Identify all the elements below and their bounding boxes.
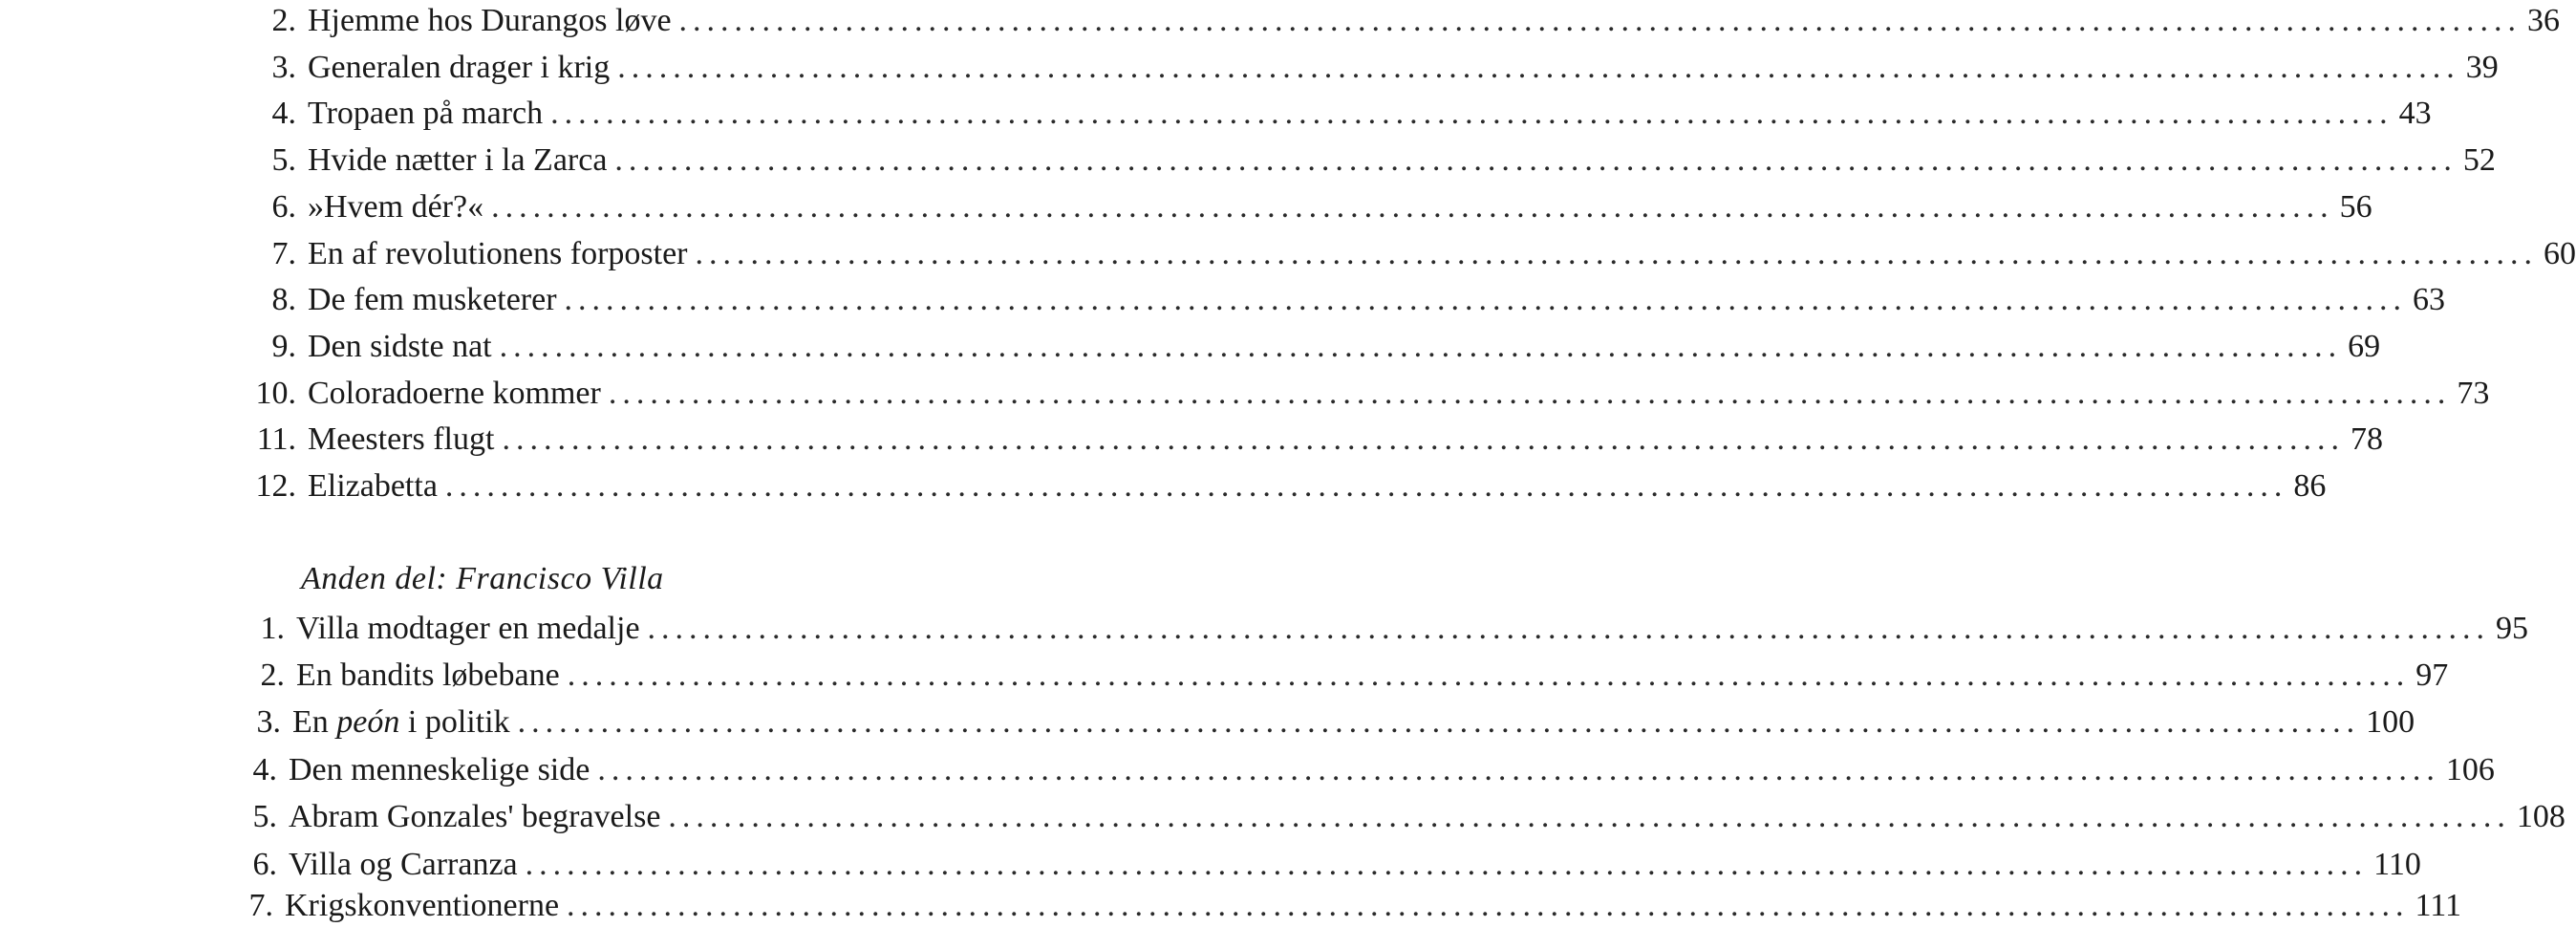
toc-entry-number: 2. — [271, 3, 296, 38]
toc-entry-title: Abram Gonzales' begravelse — [289, 799, 661, 834]
toc-entry-title: Hvide nætter i la Zarca — [308, 142, 608, 178]
toc-entry-number: 10. — [255, 376, 296, 411]
toc-entry-title — [292, 701, 510, 744]
toc-entry-page: 86 — [2293, 468, 2327, 504]
toc-entry-number: 3. — [271, 50, 296, 85]
toc-entry-page: 56 — [2339, 189, 2372, 225]
toc-leader-dots: ..................................................................................................................................... — [597, 752, 2440, 787]
toc-entry-title: Hjemme hos Durangos løve — [308, 3, 672, 38]
toc-entry — [239, 655, 2449, 697]
toc-entry-title: Den sidste nat — [308, 329, 492, 364]
toc-entry-number: 11. — [256, 421, 296, 457]
toc-entry-number: 7. — [271, 236, 296, 271]
toc-entry-page: 52 — [2462, 142, 2496, 178]
toc-leader-dots: ..................................................................................................................................... — [567, 658, 2411, 693]
toc-entry — [250, 47, 2499, 89]
toc-leader-dots: ..................................................................................................................................... — [550, 96, 2394, 131]
toc-entry — [231, 844, 2421, 886]
toc-entry — [250, 233, 2576, 275]
toc-entry-number: 8. — [271, 282, 296, 317]
toc-entry — [250, 326, 2381, 368]
toc-entry — [239, 373, 2490, 415]
toc-leader-dots: ..................................................................................................................................... — [564, 282, 2408, 317]
toc-entry-page: 43 — [2398, 96, 2432, 131]
toc-leader-dots: ..................................................................................................................................... — [678, 3, 2522, 38]
toc-entry-title: De fem musketerer — [308, 282, 557, 317]
toc-entry-page: 78 — [2350, 421, 2383, 457]
toc-entry-page: 73 — [2457, 376, 2490, 411]
toc-entry-number: 3. — [256, 704, 281, 740]
toc-leader-dots: ..................................................................................................................................... — [499, 329, 2343, 364]
toc-entry-title: En af revolutionens forposter — [308, 236, 688, 271]
toc-entry-number: 5. — [252, 799, 277, 834]
toc-entry-title: Krigskonventionerne — [285, 888, 560, 923]
toc-entry-page: 111 — [2415, 888, 2462, 923]
toc-entry-title: En bandits løbebane — [296, 658, 560, 693]
toc-entry — [239, 465, 2327, 507]
toc-entry — [235, 701, 2415, 744]
toc-entry-page: 100 — [2366, 704, 2415, 740]
toc-leader-dots: ..................................................................................................................................... — [502, 421, 2345, 457]
toc-entry-number: 2. — [260, 658, 285, 693]
toc-entry-number: 4. — [252, 752, 277, 787]
toc-entry-title: Villa modtager en medalje — [296, 611, 640, 646]
toc-entry-title-suffix: i politik — [399, 704, 510, 740]
toc-entry-page: 106 — [2445, 752, 2495, 787]
toc-entry-title: Elizabetta — [308, 468, 438, 504]
toc-entry-page: 69 — [2348, 329, 2381, 364]
toc-leader-dots: ..................................................................................................................................... — [444, 468, 2288, 504]
toc-leader-dots: ..................................................................................................................................... — [517, 704, 2361, 740]
toc-entry-title: Villa og Carranza — [289, 847, 518, 882]
toc-entry-page: 95 — [2496, 611, 2529, 646]
toc-leader-dots: ..................................................................................................................................... — [567, 888, 2410, 923]
toc-entry-page: 63 — [2413, 282, 2446, 317]
toc-entry-number: 7. — [248, 888, 273, 923]
toc-entry — [227, 885, 2462, 927]
section-heading: Anden del: Francisco Villa — [301, 561, 664, 596]
toc-leader-dots: ..................................................................................................................................... — [614, 142, 2458, 178]
toc-leader-dots: ..................................................................................................................................... — [608, 376, 2452, 411]
toc-entry — [231, 749, 2495, 791]
toc-leader-dots: ..................................................................................................................................... — [617, 50, 2460, 85]
toc-entry-title: Tropaen på march — [308, 96, 544, 131]
toc-entry-page: 60 — [2544, 236, 2576, 271]
toc-entry-number: 4. — [271, 96, 296, 131]
toc-entry-page: 97 — [2415, 658, 2449, 693]
toc-entry-page: 108 — [2516, 799, 2565, 834]
toc-entry — [250, 279, 2446, 321]
toc-entry-title: Den menneskelige side — [289, 752, 590, 787]
toc-entry-page: 39 — [2465, 50, 2499, 85]
toc-entry — [250, 140, 2496, 182]
toc-leader-dots: ..................................................................................................................................... — [491, 189, 2334, 225]
toc-entry — [250, 186, 2372, 228]
toc-entry-title: Meesters flugt — [308, 421, 495, 457]
toc-entry — [239, 419, 2383, 461]
toc-entry-number: 1. — [260, 611, 285, 646]
toc-entry-title: Generalen drager i krig — [308, 50, 611, 85]
toc-leader-dots: ..................................................................................................................................... — [647, 611, 2491, 646]
toc-entry — [239, 608, 2529, 650]
toc-leader-dots: ..................................................................................................................................... — [695, 236, 2538, 271]
toc-entry-page: 36 — [2527, 3, 2561, 38]
toc-entry-number: 6. — [252, 847, 277, 882]
toc-entry-number: 9. — [271, 329, 296, 364]
toc-entry-title-italic: peón — [336, 704, 400, 740]
toc-entry-title-prefix: En — [292, 704, 337, 740]
toc-leader-dots: ..................................................................................................................................... — [525, 847, 2369, 882]
toc-entry-title: Coloradoerne kommer — [308, 376, 601, 411]
toc-entry-number: 5. — [271, 142, 296, 178]
toc-entry — [231, 796, 2565, 838]
toc-entry — [250, 0, 2561, 42]
toc-entry — [250, 93, 2432, 135]
toc-entry-title: »Hvem dér?« — [308, 189, 484, 225]
toc-entry-page: 110 — [2373, 847, 2421, 882]
toc-entry-number: 12. — [255, 468, 296, 504]
toc-leader-dots: ..................................................................................................................................... — [668, 799, 2511, 834]
toc-entry-number: 6. — [271, 189, 296, 225]
